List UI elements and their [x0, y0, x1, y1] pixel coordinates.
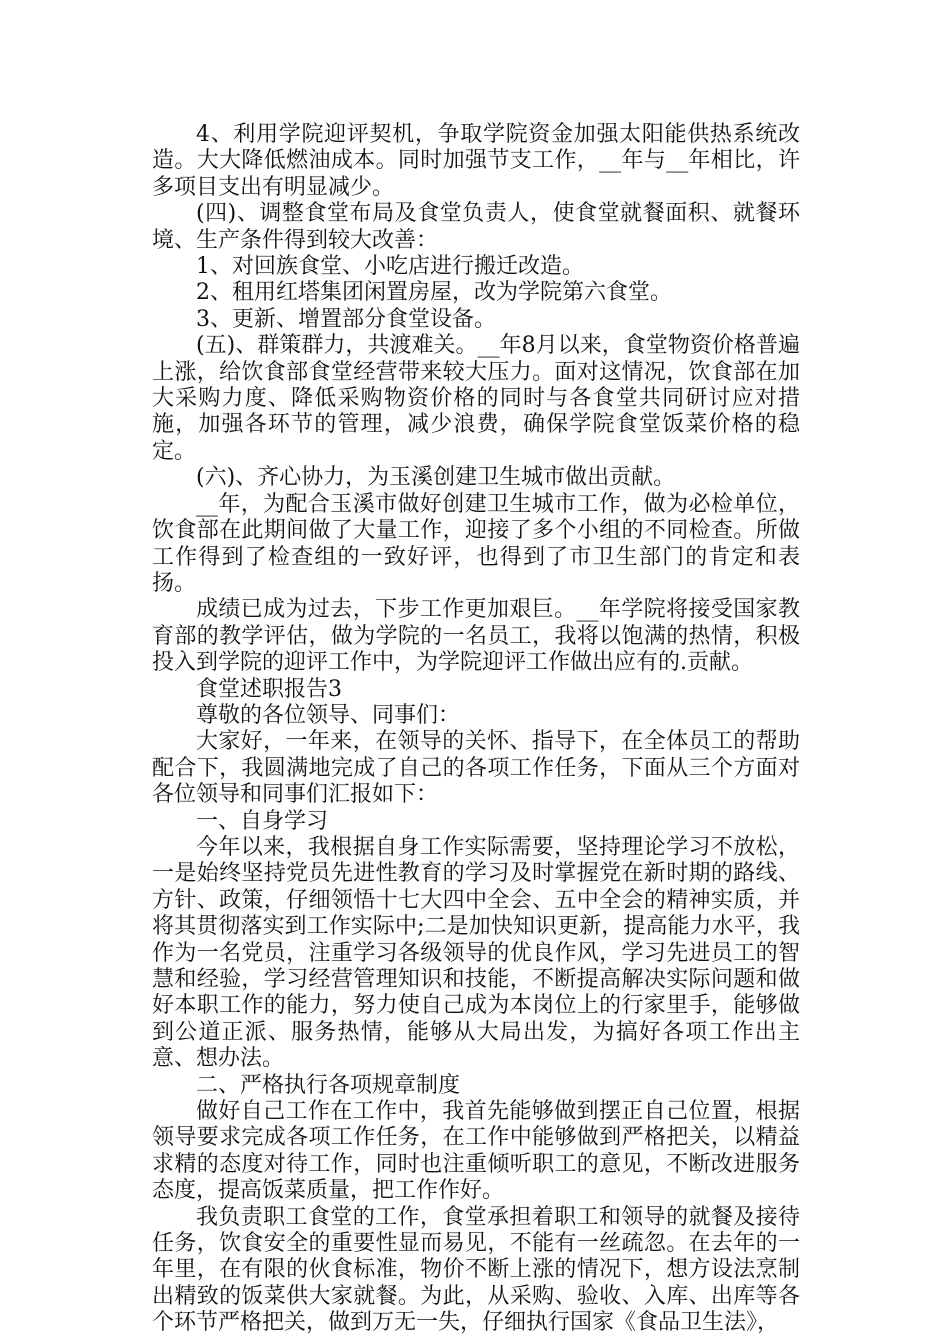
paragraph-item-3: 3、更新、增置部分食堂设备。	[196, 306, 496, 332]
paragraph-greeting: 大家好，一年来，在领导的关怀、指导下，在全体员工的帮助配合下，我圆满地完成了自己的各项工作任务，下面从三个方面对各位领导和同事们汇报如下：	[152, 729, 800, 808]
paragraph-item-2: 2、租用红塔集团闲置房屋，改为学院第六食堂。	[196, 280, 672, 306]
paragraph-canteen-duty: 我负责职工食堂的工作，食堂承担着职工和领导的就餐及接待任务，饮食安全的重要性显而易见，不能有一丝疏忽。在去年的一年里，在有限的伙食标准，物价不断上涨的情况下，想方设法烹制出精致的饭菜供大家就餐。为此，从采购、验收、入库、出库等各个环节严格把关，做到万无一失，仔细执行国家《食品卫生法》，	[152, 1204, 800, 1336]
paragraph-rules: 做好自己工作在工作中，我首先能够做到摆正自己位置，根据领导要求完成各项工作任务，在工作中能够做到严格把关，以精益求精的态度对待工作，同时也注重倾听职工的意见，不断改进服务态度，提高饭菜质量，把工作作好。	[152, 1099, 800, 1204]
heading-rules: 二、严格执行各项规章制度	[196, 1072, 461, 1098]
report-title: 食堂述职报告3	[196, 676, 342, 702]
paragraph-health-city: __年，为配合玉溪市做好创建卫生城市工作，做为必检单位，饮食部在此期间做了大量工作，迎接了多个小组的不同检查。所做工作得到了检查组的一致好评，也得到了市卫生部门的肯定和表扬。	[152, 491, 800, 596]
paragraph-achievements: 成绩已成为过去，下步工作更加艰巨。__年学院将接受国家教育部的教学评估，做为学院的一名员工，我将以饱满的热情，积极投入到学院的迎评工作中，为学院迎评工作做出应有的.贡献。	[152, 597, 800, 676]
salutation: 尊敬的各位领导、同事们：	[196, 702, 461, 728]
paragraph-section-four: (四)、调整食堂布局及食堂负责人，使食堂就餐面积、就餐环境、生产条件得到较大改善：	[152, 201, 800, 253]
paragraph-section-five: (五)、群策群力，共渡难关。__年8月以来，食堂物资价格普遍上涨，给饮食部食堂经营带来较大压力。面对这情况，饮食部在加大采购力度、降低采购物资价格的同时与各食堂共同研讨应对措施，加强各环节的管理，减少浪费，确保学院食堂饭菜价格的稳定。	[152, 333, 800, 464]
heading-self-study: 一、自身学习	[196, 808, 329, 834]
paragraph-savings: 4、利用学院迎评契机，争取学院资金加强太阳能供热系统改造。大大降低燃油成本。同时加强节支工作，__年与__年相比，许多项目支出有明显减少。	[152, 122, 800, 200]
paragraph-item-1: 1、对回族食堂、小吃店进行搬迁改造。	[196, 254, 584, 280]
paragraph-self-study: 今年以来，我根据自身工作实际需要，坚持理论学习不放松，一是始终坚持党员先进性教育的学习及时掌握党在新时期的路线、方针、政策，仔细领悟十七大四中全会、五中全会的精神实质，并将其贯彻落实到工作实际中;二是加快知识更新，提高能力水平，我作为一名党员，注重学习各级领导的优良作风，学习先进员工的智慧和经验，学习经营管理知识和技能，不断提高解决实际问题和做好本职工作的能力，努力使自己成为本岗位上的行家里手，能够做到公道正派、服务热情，能够从大局出发，为搞好各项工作出主意、想办法。	[152, 834, 800, 1072]
paragraph-section-six: (六)、齐心协力，为玉溪创建卫生城市做出贡献。	[196, 465, 676, 491]
document-body	[152, 122, 800, 1337]
